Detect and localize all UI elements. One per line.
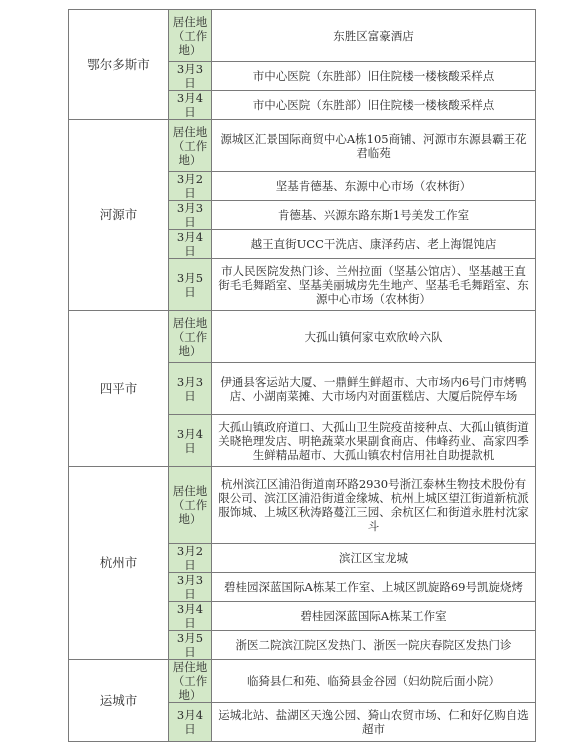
date-cell: 3月4 日 (169, 415, 212, 467)
city-cell: 鄂尔多斯市 (69, 10, 169, 120)
place-cell: 滨江区宝龙城 (212, 544, 536, 573)
place-cell: 大孤山镇何家屯欢欣岭六队 (212, 311, 536, 363)
table-row (69, 120, 536, 172)
date-cell: 3月2 日 (169, 172, 212, 201)
date-cell: 3月4 日 (169, 91, 212, 120)
city-cell: 杭州市 (69, 467, 169, 660)
date-cell: 3月5 日 (169, 259, 212, 311)
date-cell: 3月2 日 (169, 544, 212, 573)
date-cell: 3月4 日 (169, 703, 212, 742)
place-cell: 大孤山镇政府道口、大孤山卫生院疫苗接种点、大孤山镇街道关晓艳理发店、明艳蔬菜水果副食商店、伟峰药业、高家四季生鲜精品超市、大孤山镇农村信用社自助提款机 (212, 415, 536, 467)
table-row (69, 311, 536, 363)
place-cell: 市中心医院（东胜部）旧住院楼一楼核酸采样点 (212, 91, 536, 120)
date-cell: 居住地 （工作 地） (169, 120, 212, 172)
place-cell: 市人民医院发热门诊、兰州拉面（坚基公馆店）、坚基越王直街毛毛舞蹈室、坚基美丽城房先生地产、坚基毛毛舞蹈室、东源中心市场（农林街） (212, 259, 536, 311)
place-cell: 肯德基、兴源东路东斯1号美发工作室 (212, 201, 536, 230)
place-cell: 临猗县仁和苑、临猗县金谷园（妇幼院后面小院） (212, 660, 536, 703)
place-cell: 碧桂园深蓝国际A栋某工作室 (212, 602, 536, 631)
city-cell: 运城市 (69, 660, 169, 742)
place-cell: 碧桂园深蓝国际A栋某工作室、上城区凯旋路69号凯旋烧烤 (212, 573, 536, 602)
place-cell: 东胜区富豪酒店 (212, 10, 536, 62)
table-body (69, 10, 536, 742)
records-table (68, 9, 536, 742)
date-cell: 居住地 （工作 地） (169, 660, 212, 703)
date-cell: 3月3 日 (169, 363, 212, 415)
place-cell: 坚基肯德基、东源中心市场（农林街） (212, 172, 536, 201)
place-cell: 源城区汇景国际商贸中心A栋105商铺、河源市东源县霸王花君临苑 (212, 120, 536, 172)
date-cell: 3月4 日 (169, 602, 212, 631)
table-row (69, 10, 536, 62)
date-cell: 居住地 （工作 地） (169, 10, 212, 62)
date-cell: 居住地 （工作 地） (169, 311, 212, 363)
date-cell: 3月3 日 (169, 573, 212, 602)
travel-history-table (68, 9, 536, 742)
place-cell: 越王直街UCC干洗店、康泽药店、老上海馄饨店 (212, 230, 536, 259)
table-row (69, 467, 536, 544)
table-row (69, 660, 536, 703)
date-cell: 3月5 日 (169, 631, 212, 660)
place-cell: 市中心医院（东胜部）旧住院楼一楼核酸采样点 (212, 62, 536, 91)
city-cell: 四平市 (69, 311, 169, 467)
date-cell: 3月4 日 (169, 230, 212, 259)
date-cell: 3月3 日 (169, 201, 212, 230)
place-cell: 伊通县客运站大厦、一鼎鲜生鲜超市、大市场内6号门市烤鸭店、小湖南菜摊、大市场内对面蛋糕店、大厦后院停车场 (212, 363, 536, 415)
city-cell: 河源市 (69, 120, 169, 311)
place-cell: 浙医二院滨江院区发热门、浙医一院庆春院区发热门诊 (212, 631, 536, 660)
date-cell: 居住地 （工作 地） (169, 467, 212, 544)
date-cell: 3月3 日 (169, 62, 212, 91)
place-cell: 杭州滨江区浦沿街道南环路2930号浙江泰林生物技术股份有限公司、滨江区浦沿街道金缘城、杭州上城区望江街道新杭派服饰城、上城区秋涛路蔓江三园、余杭区仁和街道永胜村沈家斗 (212, 467, 536, 544)
place-cell: 运城北站、盐湖区天逸公园、猗山农贸市场、仁和好亿购自选超市 (212, 703, 536, 742)
